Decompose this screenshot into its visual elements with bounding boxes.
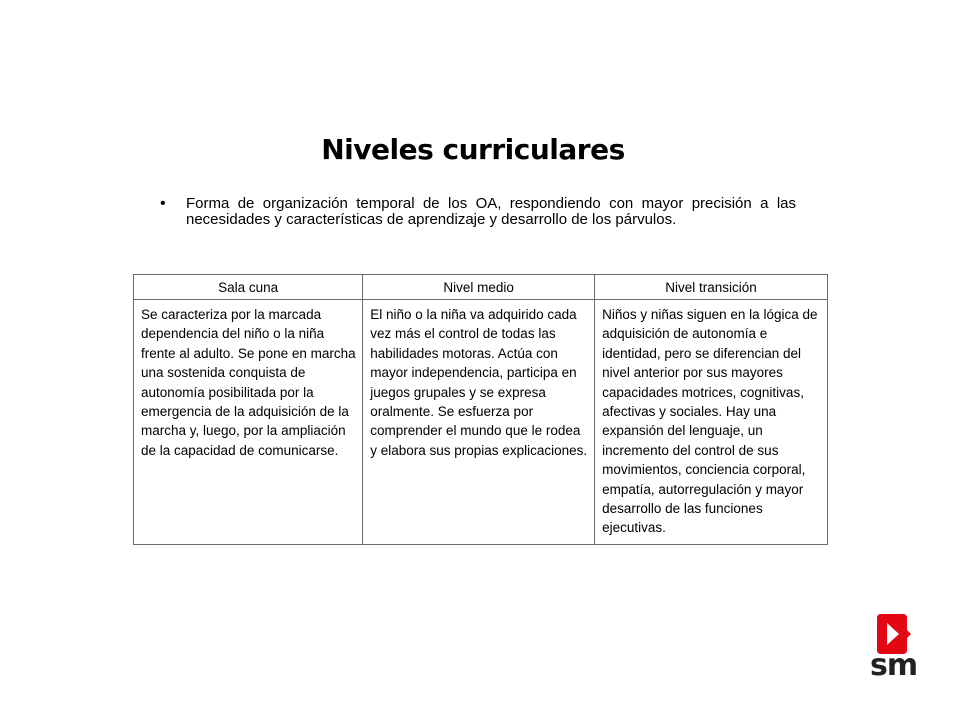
bullet-item — [160, 196, 796, 228]
cell-nivel-medio: El niño o la niña va adquirido cada vez más el control de todas las habilidades motoras. Actúa con mayor independencia, participa en juegos grupales y se expresa oralmente. Se esfuerza por comprender el mundo que le rodea y elabora sus propias explicaciones. — [363, 300, 595, 545]
header-sala-cuna: Sala cuna — [134, 275, 363, 300]
sm-logo — [868, 610, 916, 686]
sm-logo-text: sm — [870, 648, 918, 683]
levels-table — [133, 274, 828, 545]
cell-sala-cuna: Se caracteriza por la marcada dependencia del niño o la niña frente al adulto. Se pone en marcha una sostenida conquista de autonomía posibilitada por la emergencia de la adquisición de la marcha y, luego, por la ampliación de la capacidad de comunicarse. — [134, 300, 363, 545]
table-row — [134, 300, 828, 545]
table-header-row — [134, 275, 828, 300]
cell-nivel-transicion: Niños y niñas siguen en la lógica de adquisición de autonomía e identidad, pero se diferencian del nivel anterior por sus mayores capacidades motrices, cognitivas, afectivas y sociales. Hay una expansión del lenguaje, un incremento del control de sus movimientos, conciencia corporal, empatía, autorregulación y mayor desarrollo de las funciones ejecutivas. — [595, 300, 828, 545]
bullet-text: Forma de organización temporal de los OA, respondiendo con mayor precisión a las necesidades y características de aprendizaje y desarrollo de los párvulos. — [186, 195, 796, 228]
header-nivel-medio: Nivel medio — [363, 275, 595, 300]
bullet-dot-icon: • — [160, 195, 166, 212]
header-nivel-transicion: Nivel transición — [595, 275, 828, 300]
page-title: Niveles curriculares — [321, 133, 625, 166]
